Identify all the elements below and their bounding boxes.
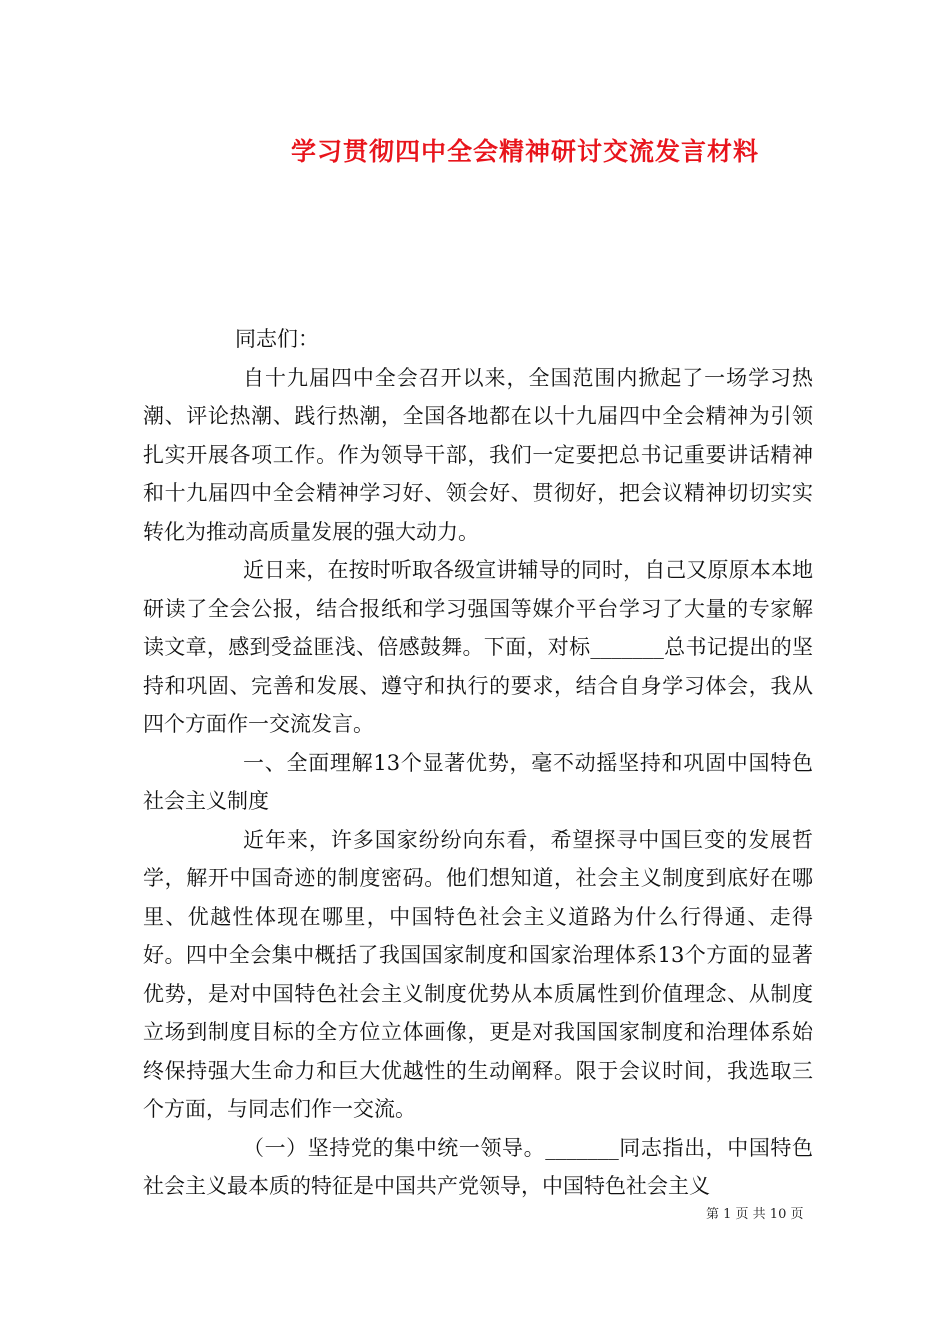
section-heading-1: 一、全面理解13个显著优势，毫不动摇坚持和巩固中国特色社会主义制度: [143, 750, 813, 813]
paragraph-2: 近日来，在按时听取各级宣讲辅导的同时，自己又原原本本地研读了全会公报，结合报纸和学习强国等媒介平台学习了大量的专家解读文章，感到受益匪浅、倍感鼓舞。下面，对标_______总书记提出的坚持和巩固、完善和发展、遵守和执行的要求，结合自身学习体会，我从四个方面作一交流发言。: [143, 558, 813, 736]
subsection-paragraph-1: （一）坚持党的集中统一领导。_______同志指出，中国特色社会主义最本质的特征是中国共产党领导，中国特色社会主义: [143, 1135, 813, 1198]
document-title: 学习贯彻四中全会精神研讨交流发言材料: [290, 137, 759, 166]
page-number-footer: 第 1 页 共 10 页: [706, 1207, 804, 1222]
paragraph-3: 近年来，许多国家纷纷向东看，希望探寻中国巨变的发展哲学，解开中国奇迹的制度密码。他们想知道，社会主义制度到底好在哪里、优越性体现在哪里，中国特色社会主义道路为什么行得通、走得好。四中全会集中概括了我国国家制度和国家治理体系13个方面的显著优势，是对中国特色社会主义制度优势从本质属性到价值理念、从制度立场到制度目标的全方位立体画像，更是对我国国家制度和治理体系始终保持强大生命力和巨大优越性的生动阐释。限于会议时间，我选取三个方面，与同志们作一交流。: [143, 827, 813, 1121]
document-body: [143, 320, 813, 1206]
salutation: 同志们：: [235, 327, 319, 351]
paragraph-1: 自十九届四中全会召开以来，全国范围内掀起了一场学习热潮、评论热潮、践行热潮，全国各地都在以十九届四中全会精神为引领扎实开展各项工作。作为领导干部，我们一定要把总书记重要讲话精神和十九届四中全会精神学习好、领会好、贯彻好，把会议精神切切实实转化为推动高质量发展的强大动力。: [143, 365, 813, 544]
